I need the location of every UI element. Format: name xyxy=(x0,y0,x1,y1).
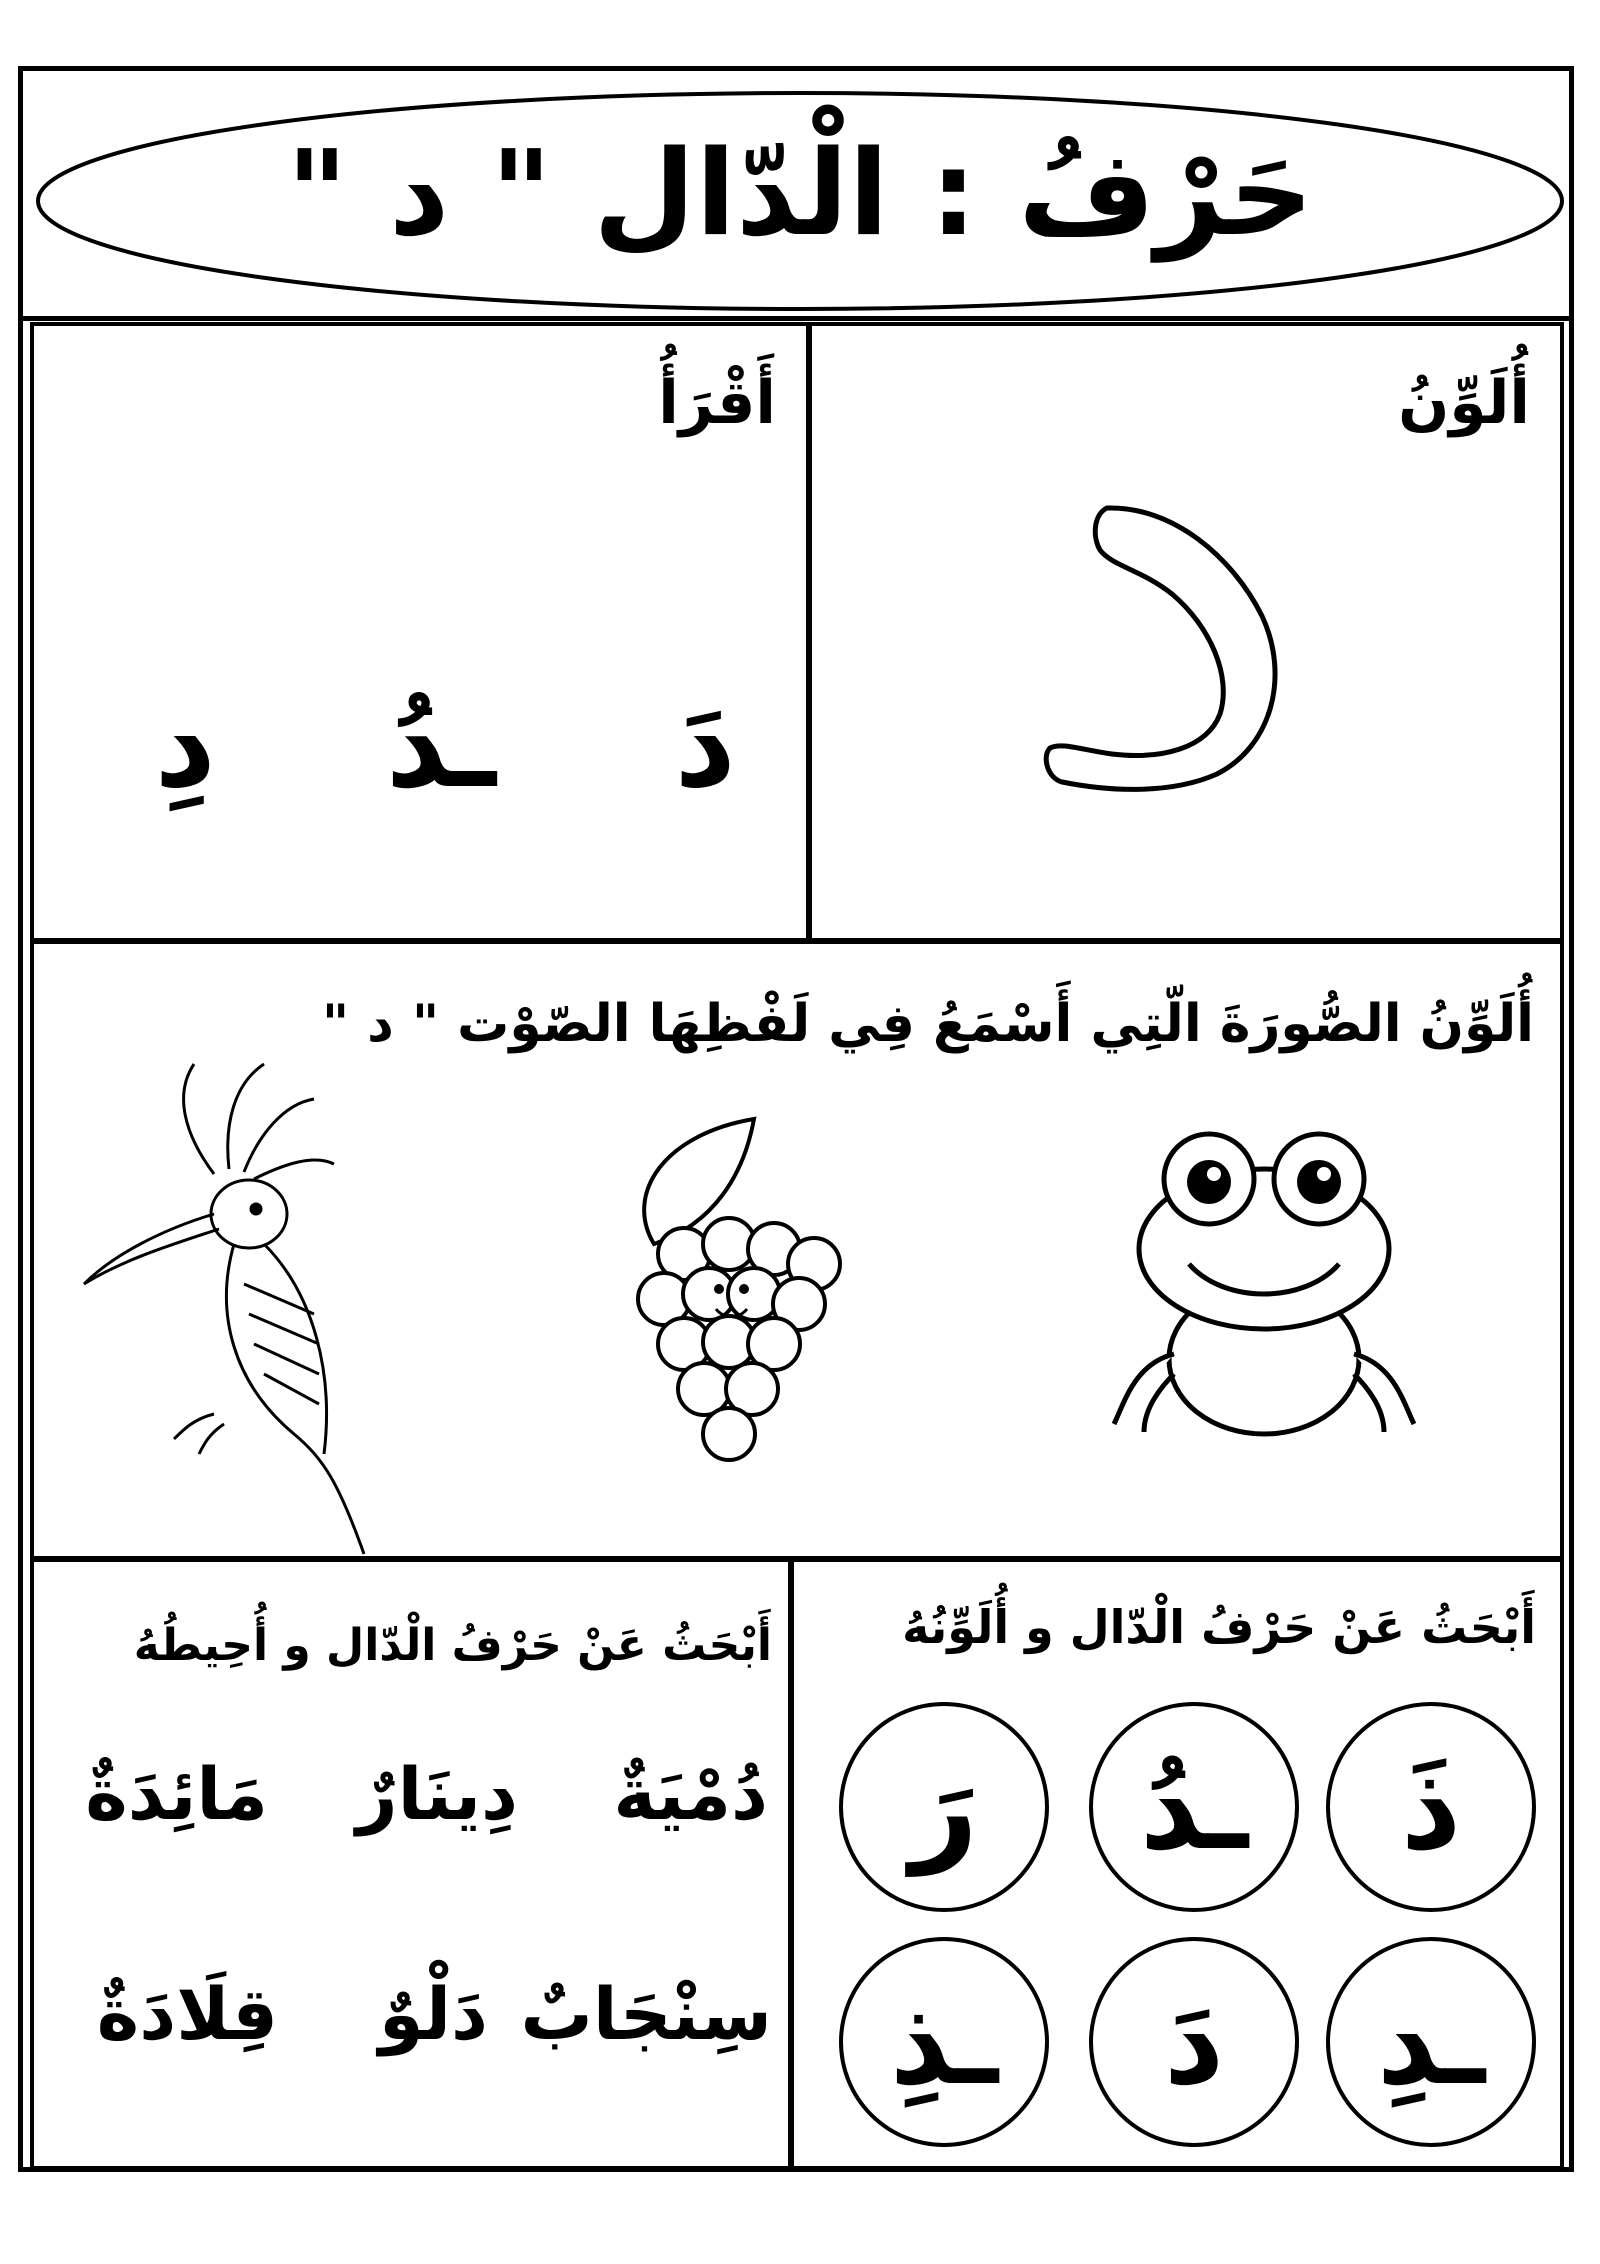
color-letter-panel xyxy=(808,322,1564,942)
letter-circle-2[interactable] xyxy=(1089,1702,1299,1912)
letter-circle-4[interactable] xyxy=(1326,1937,1536,2147)
words-panel xyxy=(30,1558,792,2170)
letter-circle-3[interactable] xyxy=(839,1702,1049,1912)
picture-instruction: أُلَوِّنُ الصُّورَةَ الّتِي أَسْمَعُ فِي لَفْظِهَا الصّوْت " د " xyxy=(321,994,1534,1054)
grapes-icon[interactable] xyxy=(604,1114,854,1474)
circle-letter: ـذِ xyxy=(889,1973,999,2111)
outlined-dal-letter[interactable] xyxy=(1022,486,1322,816)
read-form-fatha: دَ xyxy=(674,676,736,815)
circle-letter: رَ xyxy=(910,1738,978,1876)
word-doll[interactable]: دُمْيَةٌ xyxy=(613,1752,768,1836)
circles-instruction: أَبْحَثُ عَنْ حَرْفُ الْدّال و أُلَوِّنُهُ xyxy=(902,1600,1536,1654)
circles-panel xyxy=(790,1558,1564,2170)
word-table[interactable]: مَائِدَةٌ xyxy=(85,1752,268,1836)
letter-circle-6[interactable] xyxy=(839,1937,1049,2147)
read-label: أَقْرَأُ xyxy=(658,368,776,438)
read-form-kasra: دِ xyxy=(154,676,216,815)
letter-circle-1[interactable] xyxy=(1326,1702,1536,1912)
title-banner xyxy=(30,86,1570,316)
word-necklace[interactable]: قِلَادَةٌ xyxy=(96,1972,278,2056)
read-panel xyxy=(30,322,810,942)
frog-icon[interactable] xyxy=(1114,1114,1414,1444)
word-dinar[interactable]: دِينَارٌ xyxy=(356,1752,518,1836)
picture-panel xyxy=(30,940,1564,1560)
words-instruction: أَبْحَثُ عَنْ حَرْفُ الْدّال و أُحِيطُهُ xyxy=(133,1620,772,1671)
title-divider xyxy=(18,316,1574,321)
word-bucket[interactable]: دَلْوٌ xyxy=(378,1972,488,2056)
circle-letter: ـدِ xyxy=(1376,1973,1486,2111)
page-title: حَرْفُ : الْدّال " د " xyxy=(286,124,1314,262)
circle-letter: دَ xyxy=(1163,1973,1225,2111)
hoopoe-bird-icon[interactable] xyxy=(64,1054,424,1574)
circle-letter: ـدُ xyxy=(1139,1738,1249,1876)
word-squirrel[interactable]: سِنْجَابٌ xyxy=(520,1972,772,2056)
color-label: أُلَوِّنُ xyxy=(1398,368,1530,438)
letter-circle-5[interactable] xyxy=(1089,1937,1299,2147)
read-form-damma: ـدُ xyxy=(385,676,496,815)
circle-letter: ذَ xyxy=(1400,1738,1462,1876)
